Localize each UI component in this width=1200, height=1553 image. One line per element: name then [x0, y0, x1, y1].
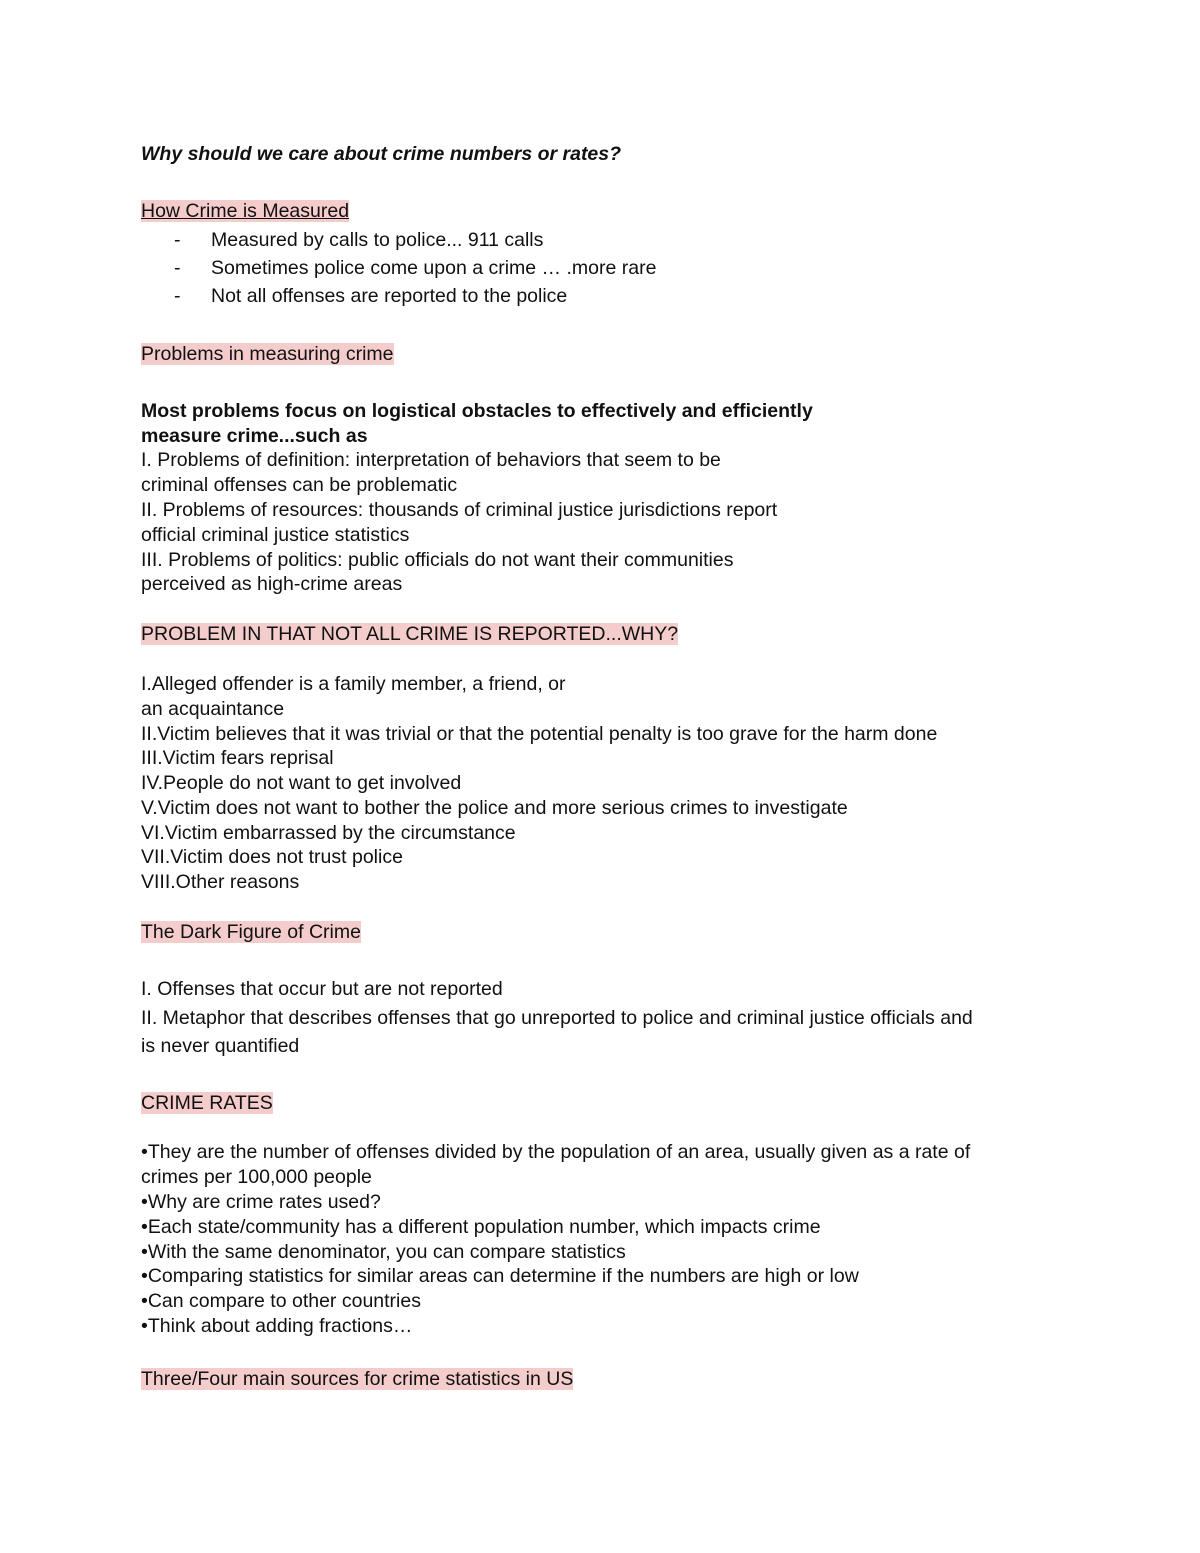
- section-heading-problems-in-measuring-crime: Problems in measuring crime: [141, 343, 394, 365]
- list-item: Sometimes police come upon a crime … .more rare: [211, 257, 657, 279]
- section-heading-main-sources: Three/Four main sources for crime statistics in US: [141, 1368, 574, 1390]
- dark-figure-line: is never quantified: [141, 1035, 300, 1057]
- problems-line: III. Problems of politics: public officials do not want their communities: [141, 549, 734, 571]
- document-title: Why should we care about crime numbers or rates?: [141, 143, 622, 165]
- reason-line: III.Victim fears reprisal: [141, 747, 334, 769]
- dash-marker: -: [174, 257, 181, 279]
- reason-line: VI.Victim embarrassed by the circumstance: [141, 822, 516, 844]
- crime-rates-line: •Comparing statistics for similar areas can determine if the numbers are high or low: [141, 1265, 859, 1287]
- crime-rates-line: •Can compare to other countries: [141, 1290, 421, 1312]
- problems-intro-line: measure crime...such as: [141, 425, 368, 447]
- problems-intro-line: Most problems focus on logistical obstacles to effectively and efficiently: [141, 400, 813, 422]
- reason-line: V.Victim does not want to bother the police and more serious crimes to investigate: [141, 797, 848, 819]
- section-heading-crime-rates: CRIME RATES: [141, 1092, 273, 1114]
- section-heading-dark-figure-of-crime: The Dark Figure of Crime: [141, 921, 361, 943]
- section-heading-not-all-crime-reported: PROBLEM IN THAT NOT ALL CRIME IS REPORTED...WHY?: [141, 623, 679, 645]
- crime-rates-line: crimes per 100,000 people: [141, 1166, 372, 1188]
- reason-line: I.Alleged offender is a family member, a friend, or: [141, 673, 566, 695]
- problems-line: official criminal justice statistics: [141, 524, 410, 546]
- reason-line: II.Victim believes that it was trivial or that the potential penalty is too grave for the harm done: [141, 723, 938, 745]
- problems-line: perceived as high-crime areas: [141, 573, 403, 595]
- problems-line: criminal offenses can be problematic: [141, 474, 458, 496]
- crime-rates-line: •Why are crime rates used?: [141, 1191, 381, 1213]
- reason-line: VII.Victim does not trust police: [141, 846, 403, 868]
- problems-line: I. Problems of definition: interpretation of behaviors that seem to be: [141, 449, 721, 471]
- crime-rates-line: •Think about adding fractions…: [141, 1315, 413, 1337]
- crime-rates-line: •With the same denominator, you can compare statistics: [141, 1241, 626, 1263]
- crime-rates-line: •They are the number of offenses divided by the population of an area, usually given as a rate of: [141, 1141, 971, 1163]
- dash-marker: -: [174, 285, 181, 307]
- reason-line: an acquaintance: [141, 698, 285, 720]
- dark-figure-line: I. Offenses that occur but are not reported: [141, 978, 503, 1000]
- crime-rates-line: •Each state/community has a different population number, which impacts crime: [141, 1216, 821, 1238]
- section-heading-how-crime-is-measured: How Crime is Measured: [141, 200, 350, 222]
- reason-line: VIII.Other reasons: [141, 871, 300, 893]
- list-item: Measured by calls to police... 911 calls: [211, 229, 544, 251]
- problems-line: II. Problems of resources: thousands of criminal justice jurisdictions report: [141, 499, 778, 521]
- dash-marker: -: [174, 229, 181, 251]
- reason-line: IV.People do not want to get involved: [141, 772, 462, 794]
- dark-figure-line: II. Metaphor that describes offenses that go unreported to police and criminal justice officials and: [141, 1007, 973, 1029]
- list-item: Not all offenses are reported to the police: [211, 285, 568, 307]
